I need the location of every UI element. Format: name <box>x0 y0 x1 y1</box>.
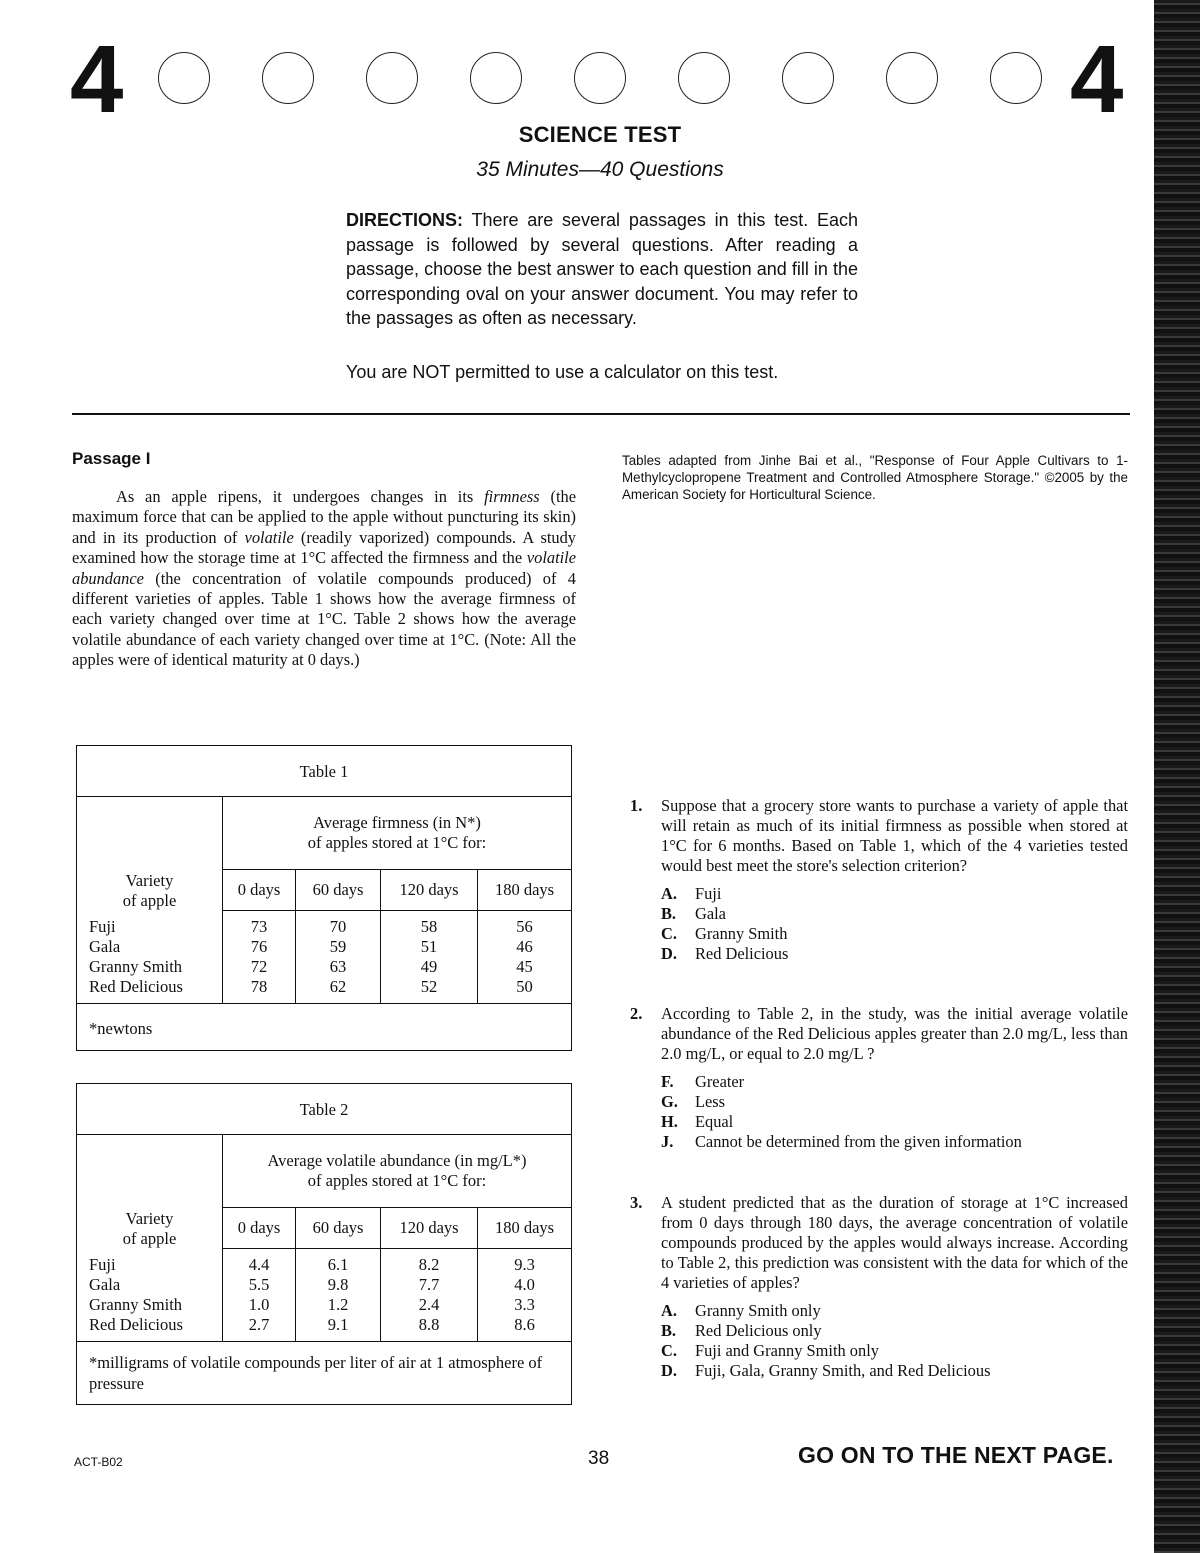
decorative-oval <box>990 52 1042 104</box>
variety-list: Fuji Gala Granny Smith Red Delicious <box>77 1249 223 1342</box>
value-column: 9.3 4.0 3.3 8.6 <box>478 1249 572 1342</box>
value-column: 70 59 63 62 <box>296 911 381 1004</box>
source-note: Tables adapted from Jinhe Bai et al., "Response of Four Apple Cultivars to 1-Methylcyclopropene Treatment and Controlled Atmosphere Storage." ©2005 by the American Society for Horticultural Science. <box>622 453 1128 502</box>
passage-heading: Passage I <box>72 449 151 468</box>
scanned-page-edge <box>1154 0 1200 1553</box>
page-number: 38 <box>588 1448 610 1469</box>
answer-option[interactable]: B. Gala <box>661 904 726 923</box>
table-2-caption: Table 2 <box>77 1084 571 1135</box>
table-1-caption: Table 1 <box>77 746 571 797</box>
measure-header: Average volatile abundance (in mg/L*) of apples stored at 1°C for: <box>223 1135 572 1208</box>
directions-label: DIRECTIONS: <box>346 210 463 230</box>
test-subtitle: 35 Minutes—40 Questions <box>476 158 724 181</box>
decorative-oval <box>366 52 418 104</box>
answer-option[interactable]: D. Fuji, Gala, Granny Smith, and Red Delicious <box>661 1361 991 1380</box>
answer-option[interactable]: A. Granny Smith only <box>661 1301 821 1320</box>
table-2 <box>76 1083 572 1405</box>
answer-option[interactable]: J. Cannot be determined from the given information <box>661 1132 1022 1151</box>
decorative-oval <box>574 52 626 104</box>
answer-option[interactable]: B. Red Delicious only <box>661 1321 822 1340</box>
section-number-left: 4 <box>70 26 124 133</box>
passage-paragraph: As an apple ripens, it undergoes changes in its firmness (the maximum force that can be applied to the apple without puncturing its skin) and in its production of volatile (readily vaporized) compounds. A study examined how the storage time at 1°C affected the firmness and the volatile abundance (the concentration of volatile compounds produced) of 4 different varieties of apples. Table 1 shows how the average firmness of each variety changed over time at 1°C. Table 2 shows how the average volatile abundance of each variety changed over time at 1°C. (Note: All the apples were of identical maturity at 0 days.) <box>72 487 576 670</box>
answer-option[interactable]: C. Granny Smith <box>661 924 788 943</box>
table-1-footnote: *newtons <box>89 1018 153 1038</box>
answer-option[interactable]: C. Fuji and Granny Smith only <box>661 1341 879 1360</box>
header-divider <box>72 413 1130 415</box>
day-header: 180 days <box>478 1208 572 1249</box>
answer-option[interactable]: H. Equal <box>661 1112 734 1131</box>
measure-header: Average firmness (in N*) of apples stored at 1°C for: <box>223 797 572 870</box>
decorative-oval <box>886 52 938 104</box>
day-header: 0 days <box>223 1208 296 1249</box>
decorative-oval <box>782 52 834 104</box>
question-number: 3. <box>630 1193 643 1212</box>
decorative-oval <box>470 52 522 104</box>
value-column: 58 51 49 52 <box>381 911 478 1004</box>
value-column: 73 76 72 78 <box>223 911 296 1004</box>
decorative-oval <box>262 52 314 104</box>
day-header: 180 days <box>478 870 572 911</box>
decorative-oval <box>678 52 730 104</box>
variety-header: Variety of apple <box>122 1208 177 1248</box>
decorative-oval <box>158 52 210 104</box>
value-column: 56 46 45 50 <box>478 911 572 1004</box>
question-2 <box>630 1004 1128 1152</box>
value-column: 6.1 9.8 1.2 9.1 <box>296 1249 381 1342</box>
answer-option[interactable]: A. Fuji <box>661 884 722 903</box>
value-column: 4.4 5.5 1.0 2.7 <box>223 1249 296 1342</box>
question-stem: According to Table 2, in the study, was the initial average volatile abundance of the Red Delicious apples greater than 2.0 mg/L, less than 2.0 mg/L, or equal to 2.0 mg/L ? <box>661 1004 1128 1063</box>
form-code: ACT-B02 <box>74 1455 123 1469</box>
calculator-note: You are NOT permitted to use a calculator on this test. <box>346 362 779 382</box>
day-header: 60 days <box>296 1208 381 1249</box>
day-header: 0 days <box>223 870 296 911</box>
question-number: 1. <box>630 796 643 815</box>
table-2-footnote: *milligrams of volatile compounds per liter of air at 1 atmosphere of pressure <box>89 1352 543 1393</box>
question-stem: Suppose that a grocery store wants to purchase a variety of apple that will retain as much of its initial firmness as possible when stored at 1°C for 6 months. Based on Table 1, which of the 4 varieties tested would best meet the store's selection criterion? <box>661 796 1128 875</box>
test-title: SCIENCE TEST <box>518 122 682 147</box>
question-3 <box>630 1193 1128 1381</box>
section-number-right: 4 <box>1070 26 1124 133</box>
question-number: 2. <box>630 1004 643 1023</box>
answer-option[interactable]: D. Red Delicious <box>661 944 789 963</box>
question-stem: A student predicted that as the duration of storage at 1°C increased from 0 days through 180 days, the average concentration of volatile compounds produced by the apples would always increase. According to Table 2, this prediction was consistent with the data for which of the 4 varieties of apples? <box>661 1193 1128 1292</box>
answer-option[interactable]: G. Less <box>661 1092 726 1111</box>
day-header: 120 days <box>381 870 478 911</box>
day-header: 120 days <box>381 1208 478 1249</box>
directions <box>346 208 858 331</box>
value-column: 8.2 7.7 2.4 8.8 <box>381 1249 478 1342</box>
directions-text: There are several passages in this test. Each passage is followed by several questions. After reading a passage, choose the best answer to each question and fill in the corresponding oval on your answer document. You may refer to the passages as often as necessary. <box>346 210 858 328</box>
go-on-notice: GO ON TO THE NEXT PAGE. <box>798 1442 1114 1468</box>
variety-header: Variety of apple <box>122 870 177 910</box>
table-1 <box>76 745 572 1051</box>
question-1 <box>630 796 1128 964</box>
variety-list: Fuji Gala Granny Smith Red Delicious <box>77 911 223 1004</box>
answer-option[interactable]: F. Greater <box>661 1072 745 1091</box>
day-header: 60 days <box>296 870 381 911</box>
